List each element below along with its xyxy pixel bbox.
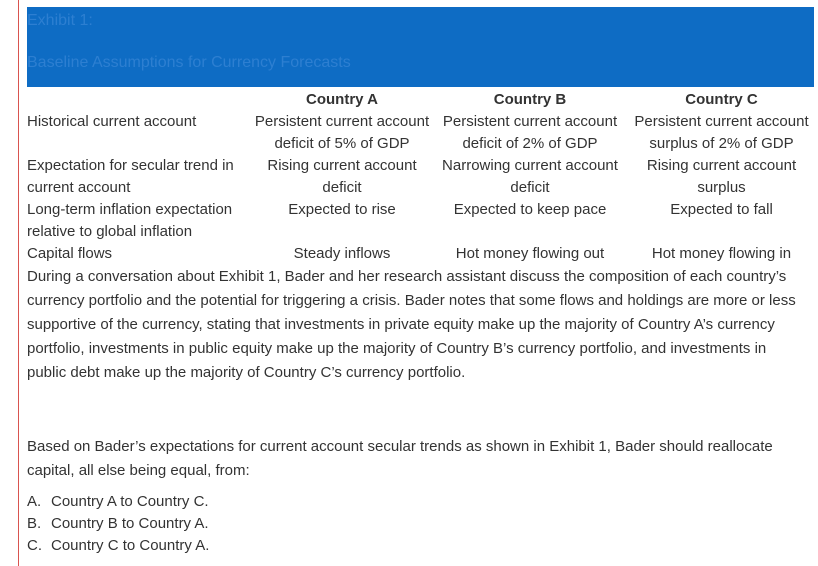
table-cell: Rising current account surplus — [646, 157, 797, 196]
option-text: Country C to Country A. — [51, 537, 210, 554]
option-a[interactable] — [27, 491, 818, 513]
exhibit-header — [27, 7, 814, 87]
exhibit-table — [27, 89, 818, 265]
table-cell: Persistent current account surplus of 2% of GDP — [634, 113, 809, 152]
left-margin-rule — [18, 0, 19, 566]
table-cell: Expected to fall — [670, 201, 773, 218]
answer-options — [27, 491, 818, 557]
option-letter: A. — [27, 493, 42, 510]
table-cell: Hot money flowing out — [455, 245, 605, 262]
table-header-row — [27, 89, 818, 111]
table-cell: Steady inflows — [293, 245, 391, 262]
row-label: Capital flows — [27, 245, 113, 262]
row-label: Expectation for secular trend in current account — [27, 157, 234, 196]
option-letter: C. — [27, 537, 42, 554]
table-cell: Hot money flowing in — [651, 245, 792, 262]
row-label: Long-term inflation expectation relative to global inflation — [27, 201, 233, 240]
passage-text: During a conversation about Exhibit 1, Bader and her research assistant discuss the composition of each country’s currency portfolio and the potential for triggering a crisis. Bader notes that some flows and holdings are more or less supportive of the currency, stating that investments in private equity make up the majority of Country A’s currency portfolio, investments in public equity make up the majority of Country B’s currency portfolio, and investments in public debt make up the majority of Country C’s currency portfolio. — [27, 268, 796, 381]
table-cell: Persistent current account deficit of 5% of GDP — [254, 113, 430, 152]
exhibit-label: Exhibit 1: — [27, 12, 93, 29]
table-row — [27, 199, 818, 243]
table-cell: Narrowing current account deficit — [442, 157, 618, 196]
question-content — [27, 7, 818, 557]
option-text: Country B to Country A. — [51, 515, 209, 532]
option-text: Country A to Country C. — [51, 493, 209, 510]
table-cell: Expected to keep pace — [453, 201, 607, 218]
row-label: Historical current account — [27, 113, 197, 130]
option-letter: B. — [27, 515, 42, 532]
option-c[interactable] — [27, 535, 818, 557]
header-country-a: Country A — [306, 91, 378, 108]
table-cell: Persistent current account deficit of 2% of GDP — [442, 113, 618, 152]
option-b[interactable] — [27, 513, 818, 535]
header-country-c: Country C — [685, 91, 758, 108]
table-row — [27, 243, 818, 265]
table-row — [27, 155, 818, 199]
exhibit-title: Baseline Assumptions for Currency Forecasts — [27, 54, 351, 71]
header-country-b: Country B — [493, 91, 567, 108]
table-cell: Rising current account deficit — [267, 157, 417, 196]
question-stem: Based on Bader’s expectations for current account secular trends as shown in Exhibit 1, Bader should reallocate capital, all else being equal, from: — [27, 438, 773, 479]
table-row — [27, 111, 818, 155]
table-cell: Expected to rise — [288, 201, 396, 218]
